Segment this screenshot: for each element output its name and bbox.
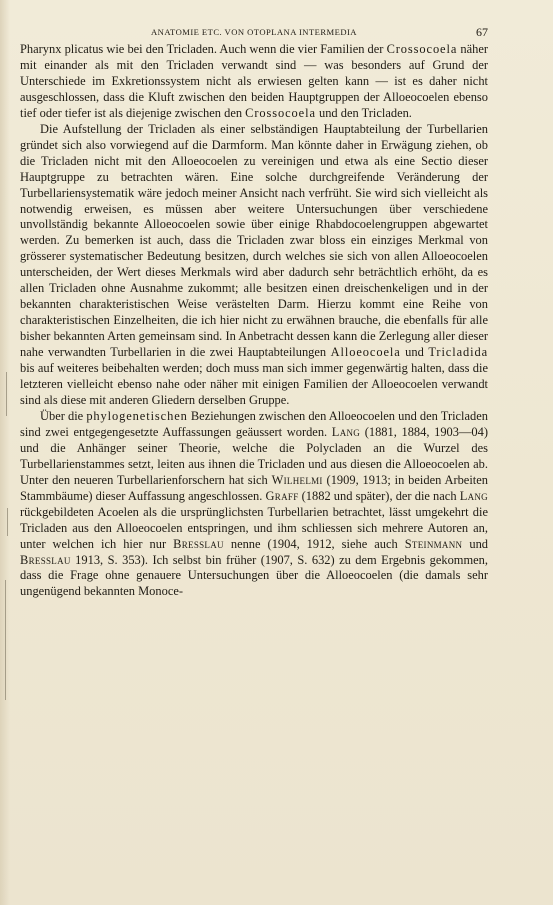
text-run: Über die (40, 408, 87, 423)
spaced-term: Alloeocoela (330, 345, 401, 360)
text-run: (1882 und später), der die nach (298, 488, 460, 503)
text-run: rückgebildeten Acoelen als die ursprünglichsten Turbellarien betrachtet, lässt umgekehrt die Tricladen aus den Alloeocoelen entspringen, und ihm schliessen sich mehrere Autoren an, unter welchen ich hier nur (20, 504, 488, 551)
text-run: und den Tricladen. (315, 105, 412, 120)
author-name: Lang (331, 424, 361, 439)
paragraph-p1 (20, 42, 488, 122)
author-name: Lang (459, 488, 488, 503)
text-run: Die Aufstellung der Tricladen als einer selbständigen Hauptabteilung der Turbellarien gründet sich also vorwiegend auf die Darmform. Man könnte daher in Erwägung ziehen, ob die Tricladen nicht mit den Alloeocoelen zu vereinigen und etwa als eine Sectio dieser Hauptgruppe zu betrachten wären. Eine solche durchgreifende Veränderung der Turbellariensystematik wäre jedoch meiner Ansicht nach verfrüht. Sie wird sich vielleicht als notwendig erweisen, es müssen aber weitere Untersuchungen über verschiedene unvollständig bekannte Alloeocoelen sowie über einige Rhabdocoelengruppen abgewartet werden. Zu bemerken ist auch, dass die Tricladen zwar bloss ein einziges Merkmal von grösserer systematischer Bedeutung besitzen, durch welches sie sich von allen Alloeocoelen unterscheiden, der Wert dieses Merkmals wird aber dadurch sehr beträchtlich erhöht, da es allen Tricladen ohne Ausnahme zukommt; alle besitzen einen dreischenkeligen und in der bekannten charakteristischen Weise verästelten Darm. Hierzu kommt eine Reihe von charakteristischen Einzelheiten, die ich hier nicht zu erwähnen brauche, die ebenfalls für alle bisher bekannten Arten gemeinsam sind. In Anbetracht dessen kann die Zerlegung aller dieser nahe verwandten Turbellarien in die zwei Hauptabteilungen (20, 121, 488, 360)
text-run: Pharynx plicatus wie bei den Tricladen. Auch wenn die vier Familien der (20, 42, 387, 56)
page-header (20, 24, 488, 40)
author-name: Steinmann (404, 536, 463, 551)
text-run: und (400, 345, 429, 360)
spaced-term: Crossocoela (245, 105, 316, 120)
spaced-term: Tricladida (428, 345, 489, 360)
text-run: (1909, 1913; in beiden Arbeiten Stammbäume) dieser Auffassung angeschlossen. (20, 472, 488, 503)
text-run: bis auf weiteres beibehalten werden; doch muss man sich immer gegenwärtig halten, dass die letzteren vielleicht ebenso nahe oder näher mit einigen Familien der Alloeocoelen verwandt sind als diese mit anderen Gliedern derselben Gruppe. (20, 361, 488, 407)
spaced-term: phylogenetischen (86, 408, 188, 423)
text-run: Beziehungen zwischen den Alloeocoelen und den Tricladen sind zwei entgegengesetzte Auffassungen geäussert worden. (20, 408, 488, 439)
text-run: (1881, 1884, 1903—04) und die Anhänger seiner Theorie, welche die Polycladen an die Wurzel des Turbellarienstammes setzt, leiten aus ihnen die Tricladen und aus diesen die Alloeocoelen ab. Unter den neueren Turbellarienforschern hat sich (20, 424, 488, 487)
author-name: Graff (265, 488, 299, 503)
author-name: Wilhelmi (271, 472, 323, 487)
author-name: Bresslau (173, 536, 224, 551)
text-run: und (462, 536, 489, 551)
margin-pencil-mark (6, 372, 7, 416)
paragraph-p2 (20, 122, 488, 409)
page-number: 67 (476, 25, 488, 39)
spaced-term: Crossocoela (386, 42, 458, 56)
author-name: Bresslau (20, 552, 71, 567)
text-run: nenne (1904, 1912, siehe auch (223, 536, 405, 551)
body-text (20, 42, 488, 600)
text-run: 1913, S. 353). Ich selbst bin früher (1907, S. 632) zu dem Ergebnis gekommen, dass die Frage ohne genauere Untersuchungen über die Alloeocoelen (die damals sehr ungenügend bekannten Monoce- (20, 552, 488, 599)
running-head: ANATOMIE ETC. VON OTOPLANA INTERMEDIA (151, 27, 357, 37)
margin-pencil-mark (5, 580, 6, 700)
text-run: näher mit einander als mit den Tricladen verwandt sind — was besonders auf Grund der Unterschiede im Exkretionssystem nicht als erwiesen gelten kann — ist es daher nicht ausgeschlossen, dass die Kluft zwischen den beiden Hauptgruppen der Alloeocoelen ebenso tief oder tiefer ist als diejenige zwischen den (20, 42, 489, 120)
page-gutter-shadow (0, 0, 10, 905)
margin-pencil-mark (7, 508, 8, 536)
paragraph-p3 (20, 409, 488, 600)
